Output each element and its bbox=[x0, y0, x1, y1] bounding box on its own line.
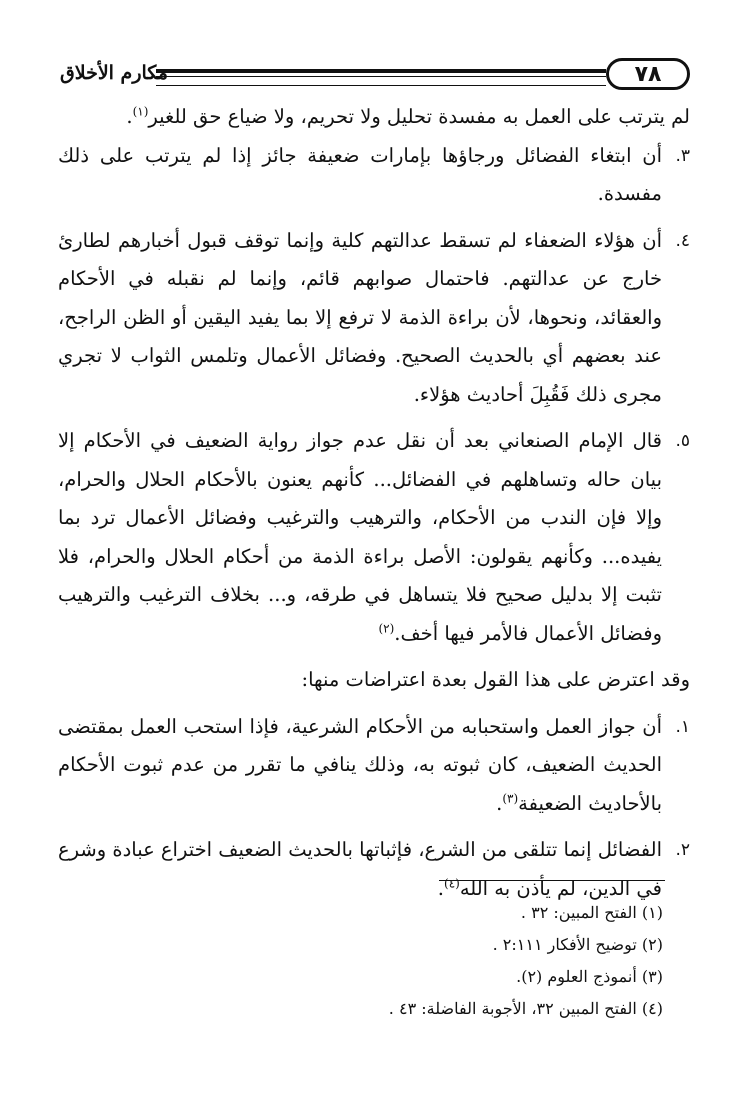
item-text: الفضائل إنما تتلقى من الشرع، فإثباتها بالحديث الضعيف اختراع عبادة وشرع في الدين، لم يأذن به الله bbox=[58, 838, 662, 900]
footnote: (٢) توضيح الأفكار ٢:١١١ . bbox=[492, 935, 663, 954]
footnote-ref: (٣) bbox=[502, 791, 519, 805]
page-number-frame bbox=[606, 58, 690, 90]
paragraph-end: . bbox=[126, 105, 133, 128]
list-item bbox=[58, 708, 690, 824]
item-number: ٤. bbox=[675, 230, 690, 251]
list-item bbox=[58, 137, 690, 214]
page-body bbox=[58, 98, 690, 908]
page-header bbox=[60, 58, 690, 98]
header-rule bbox=[156, 69, 606, 86]
page-number: ٧٨ bbox=[634, 61, 662, 87]
item-number: ١. bbox=[675, 716, 690, 737]
list-item bbox=[58, 222, 690, 415]
footnote: (٤) الفتح المبين ٣٢، الأجوبة الفاضلة: ٤٣ . bbox=[388, 999, 663, 1018]
item-end: . bbox=[437, 876, 444, 900]
footnote-ref: (٢) bbox=[378, 621, 395, 635]
item-text: أن ابتغاء الفضائل ورجاؤها بإمارات ضعيفة جائز إذا لم يترتب على ذلك مفسدة. bbox=[58, 143, 662, 205]
item-end: . bbox=[496, 791, 503, 815]
item-number: ٣. bbox=[675, 145, 690, 166]
list-item bbox=[58, 422, 690, 653]
footnote-ref: (٤) bbox=[444, 876, 460, 890]
objection-intro: وقد اعترض على هذا القول بعدة اعتراضات منها: bbox=[301, 668, 690, 691]
item-number: ٢. bbox=[675, 840, 690, 860]
continued-paragraph bbox=[58, 98, 690, 137]
footnote: (١) الفتح المبين: ٣٢ . bbox=[520, 903, 663, 922]
item-text: أن جواز العمل واستحبابه من الأحكام الشرعية، فإذا استحب العمل بمقتضى الحديث الضعيف، كان ثبوته به، وذلك ينافي ما تقرر من عدم ثبوت الأحكام بالأحاديث الضعيفة bbox=[58, 714, 662, 815]
footnote-separator bbox=[439, 880, 665, 881]
item-number: ٥. bbox=[675, 431, 690, 451]
footnote-ref: (١) bbox=[132, 104, 149, 119]
item-text: قال الإمام الصنعاني بعد أن نقل عدم جواز رواية الضعيف في الأحكام إلا بيان حاله وتساهلهم في الفضائل... كأنهم يعنون بالأحكام الحلال والحرام، وإلا فإن الندب من الأحكام، والترهيب والترغيب وفضائل الأعمال ترد بما يفيده... وكأنهم يقولون: الأصل براءة الذمة من أحكام الحلال والحرام، فلا تثبت إلا بدليل صحيح فلا يتساهل في طرقه، و... بخلاف الترغيب والترهيب وفضائل الأعمال فالأمر فيها أخف. bbox=[58, 429, 662, 645]
book-title: مكارم الأخلاق bbox=[60, 62, 168, 84]
footnote: (٣) أنموذج العلوم (٢). bbox=[516, 967, 663, 986]
item-text: أن هؤلاء الضعفاء لم تسقط عدالتهم كلية وإنما توقف قبول أخبارهم لطارئ خارج عن عدالتهم. فاحتمال صوابهم قائم، وإنما لم نقبله في الأحكام والعقائد، ونحوها، لأن براءة الذمة لا ترفع إلا بما يفيد اليقين أو الظن الراجح، عند بعضهم أي بالحديث الصحيح. وفضائل الأعمال وتلمس الثواب لا تجري مجرى ذلك فَقُبِلَ أحاديث هؤلاء. bbox=[58, 228, 662, 406]
paragraph-text: لم يترتب على العمل به مفسدة تحليل ولا تحريم، ولا ضياع حق للغير bbox=[148, 105, 690, 128]
footnotes bbox=[163, 897, 663, 1025]
